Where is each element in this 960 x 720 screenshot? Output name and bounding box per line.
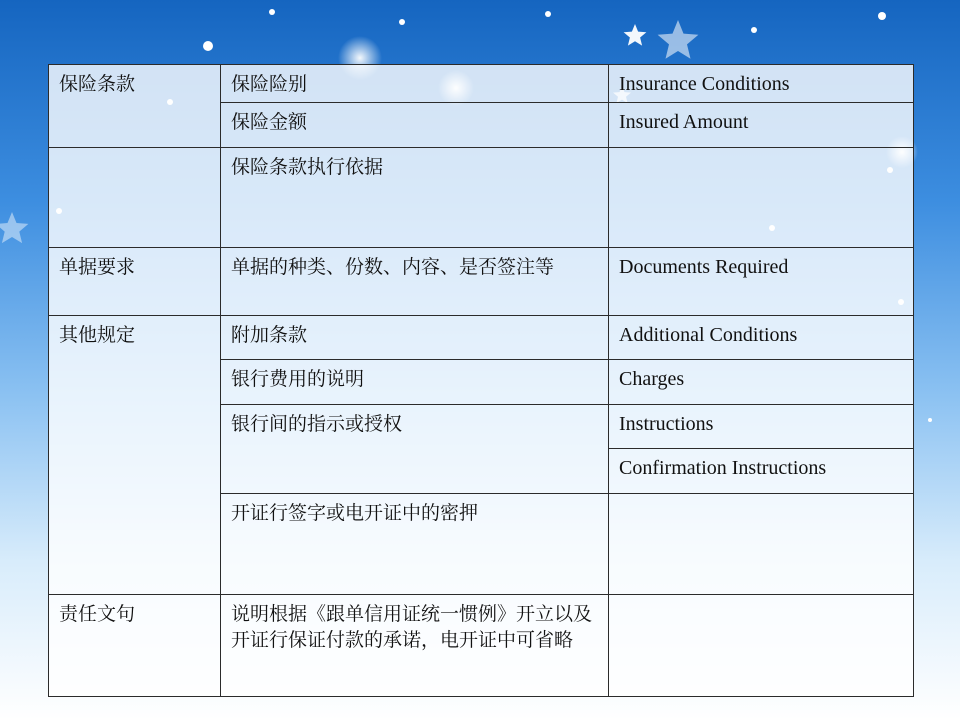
item-cell: 单据的种类、份数、内容、是否签注等: [221, 248, 609, 316]
item-cell: 保险金额: [221, 103, 609, 148]
english-term-cell: [609, 595, 914, 697]
english-term-cell: [609, 494, 914, 595]
table-row: [49, 595, 914, 697]
english-term-cell: Insurance Conditions: [609, 65, 914, 103]
english-term-cell: Charges: [609, 360, 914, 405]
item-cell: 说明根据《跟单信用证统一惯例》开立以及开证行保证付款的承诺，电开证中可省略: [221, 595, 609, 697]
category-cell: 其他规定: [49, 316, 221, 595]
lc-clauses-table: [48, 64, 914, 697]
star-dot: [928, 418, 932, 422]
star-shape: [624, 24, 647, 46]
english-term-cell: Confirmation Instructions: [609, 449, 914, 494]
item-cell: 附加条款: [221, 316, 609, 360]
table-row: [49, 148, 914, 248]
star-dot: [878, 12, 886, 20]
star-shape: [658, 20, 699, 59]
table-row: [49, 316, 914, 360]
item-cell: 银行费用的说明: [221, 360, 609, 405]
star-dot: [751, 27, 757, 33]
item-cell: 保险险别: [221, 65, 609, 103]
star-shape: [0, 212, 28, 243]
category-cell: 单据要求: [49, 248, 221, 316]
star-dot: [545, 11, 551, 17]
item-cell: 保险条款执行依据: [221, 148, 609, 248]
star-dot: [399, 19, 405, 25]
category-cell: [49, 148, 221, 248]
english-term-cell: [609, 148, 914, 248]
item-cell: 开证行签字或电开证中的密押: [221, 494, 609, 595]
star-dot: [203, 41, 213, 51]
english-term-cell: Instructions: [609, 405, 914, 449]
table-row: [49, 248, 914, 316]
item-cell: 银行间的指示或授权: [221, 405, 609, 494]
english-term-cell: Insured Amount: [609, 103, 914, 148]
table-row: [49, 65, 914, 103]
english-term-cell: Additional Conditions: [609, 316, 914, 360]
category-cell: 责任文句: [49, 595, 221, 697]
english-term-cell: Documents Required: [609, 248, 914, 316]
category-cell: 保险条款: [49, 65, 221, 148]
star-dot: [269, 9, 275, 15]
